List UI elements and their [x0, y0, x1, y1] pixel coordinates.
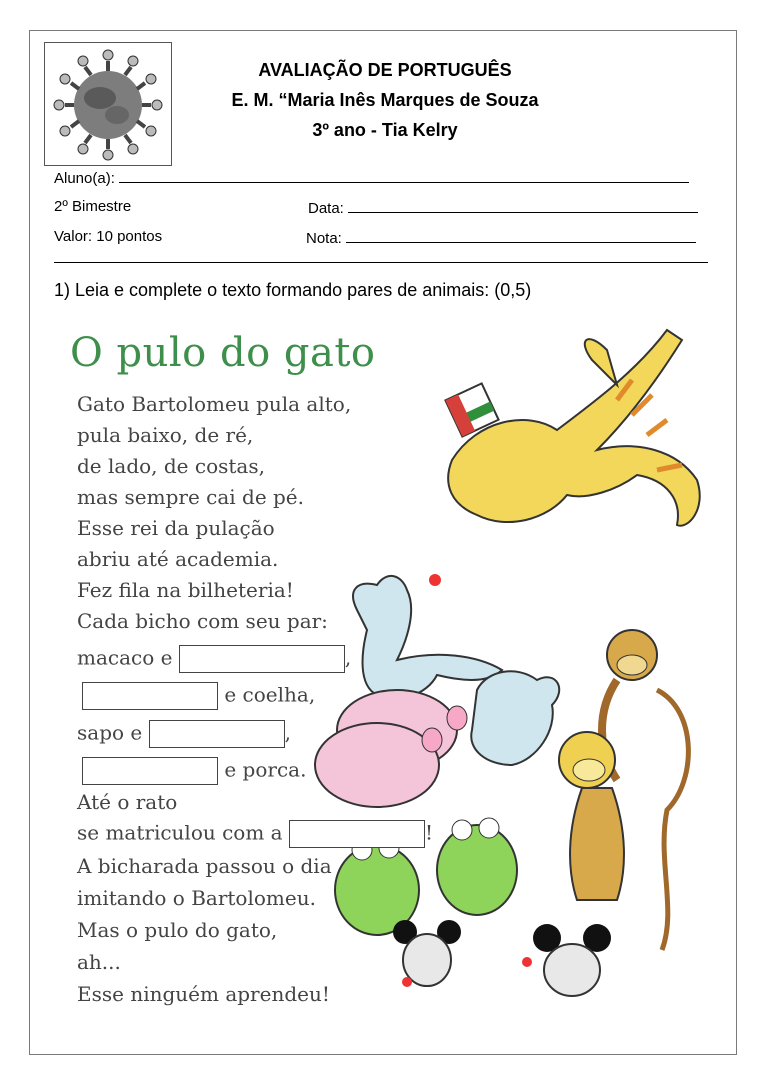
globe-children-icon [45, 43, 171, 165]
poem-line-5: Esse rei da pulação [77, 516, 275, 540]
rats-icon [393, 920, 611, 996]
poem-line-13: Até o rato [77, 790, 178, 814]
poem-text-sapo: sapo e [77, 720, 143, 745]
answer-box-2[interactable] [82, 682, 218, 710]
answer-box-5[interactable] [289, 820, 425, 848]
school-name: E. M. “Maria Inês Marques de Souza [231, 90, 539, 110]
poem-text-coelha: e coelha, [224, 682, 316, 707]
date-field[interactable] [348, 198, 698, 213]
monkeys-icon [559, 630, 688, 950]
date-label: Data: [308, 200, 344, 217]
poem-comma-1: , [344, 645, 352, 670]
answer-box-4[interactable] [82, 757, 218, 785]
poem-line-1: Gato Bartolomeu pula alto, [77, 392, 352, 416]
answer-box-3[interactable] [149, 720, 285, 748]
student-name-row [54, 168, 689, 187]
exam-title: AVALIAÇÃO DE PORTUGUÊS [258, 60, 512, 80]
student-name-field[interactable] [119, 168, 689, 183]
student-name-label: Aluno(a): [54, 170, 115, 187]
poem-line-8: Cada bicho com seu par: [77, 609, 328, 633]
poem-line-9 [77, 645, 351, 673]
poem-exclaim: ! [424, 820, 433, 845]
valor-label: Valor: 10 pontos [54, 228, 163, 245]
header-divider [54, 262, 708, 263]
poem-line-3: de lado, de costas, [77, 454, 265, 478]
poem-line-4: mas sempre cai de pé. [77, 485, 305, 509]
poem-text-macaco: macaco e [77, 645, 173, 670]
poem-line-15: A bicharada passou o dia [77, 854, 332, 878]
poem-line-11 [77, 720, 291, 748]
rabbit-icon [353, 574, 502, 699]
rabbit-2-icon [471, 671, 559, 765]
poem-line-10 [82, 682, 315, 710]
poem-line-18: ah... [77, 950, 121, 974]
poem-line-7: Fez fila na bilheteria! [77, 578, 294, 602]
question-1: 1) Leia e complete o texto formando pares de animais: (0,5) [54, 280, 532, 300]
cat-icon [445, 330, 699, 526]
date-row [308, 198, 698, 217]
poem-line-6: abriu até academia. [77, 547, 279, 571]
poem-line-14 [77, 820, 433, 848]
school-logo [44, 42, 172, 166]
poem-comma-2: , [284, 720, 291, 745]
poem-line-2: pula baixo, de ré, [77, 423, 254, 447]
answer-box-1[interactable] [179, 645, 345, 673]
class-teacher: 3º ano - Tia Kelry [312, 120, 458, 140]
grade-row [306, 228, 696, 247]
grade-field[interactable] [346, 228, 696, 243]
poem-text-rato: se matriculou com a [77, 820, 283, 845]
poem-text-porca: e porca. [224, 757, 307, 782]
poem-line-19: Esse ninguém aprendeu! [77, 982, 330, 1006]
pigs-icon [315, 690, 467, 807]
bimestre-label: 2º Bimestre [54, 198, 132, 215]
grade-label: Nota: [306, 230, 342, 247]
poem-title: O pulo do gato [70, 330, 376, 376]
poem-line-17: Mas o pulo do gato, [77, 918, 278, 942]
poem-line-12 [82, 757, 306, 785]
poem-line-16: imitando o Bartolomeu. [77, 886, 316, 910]
